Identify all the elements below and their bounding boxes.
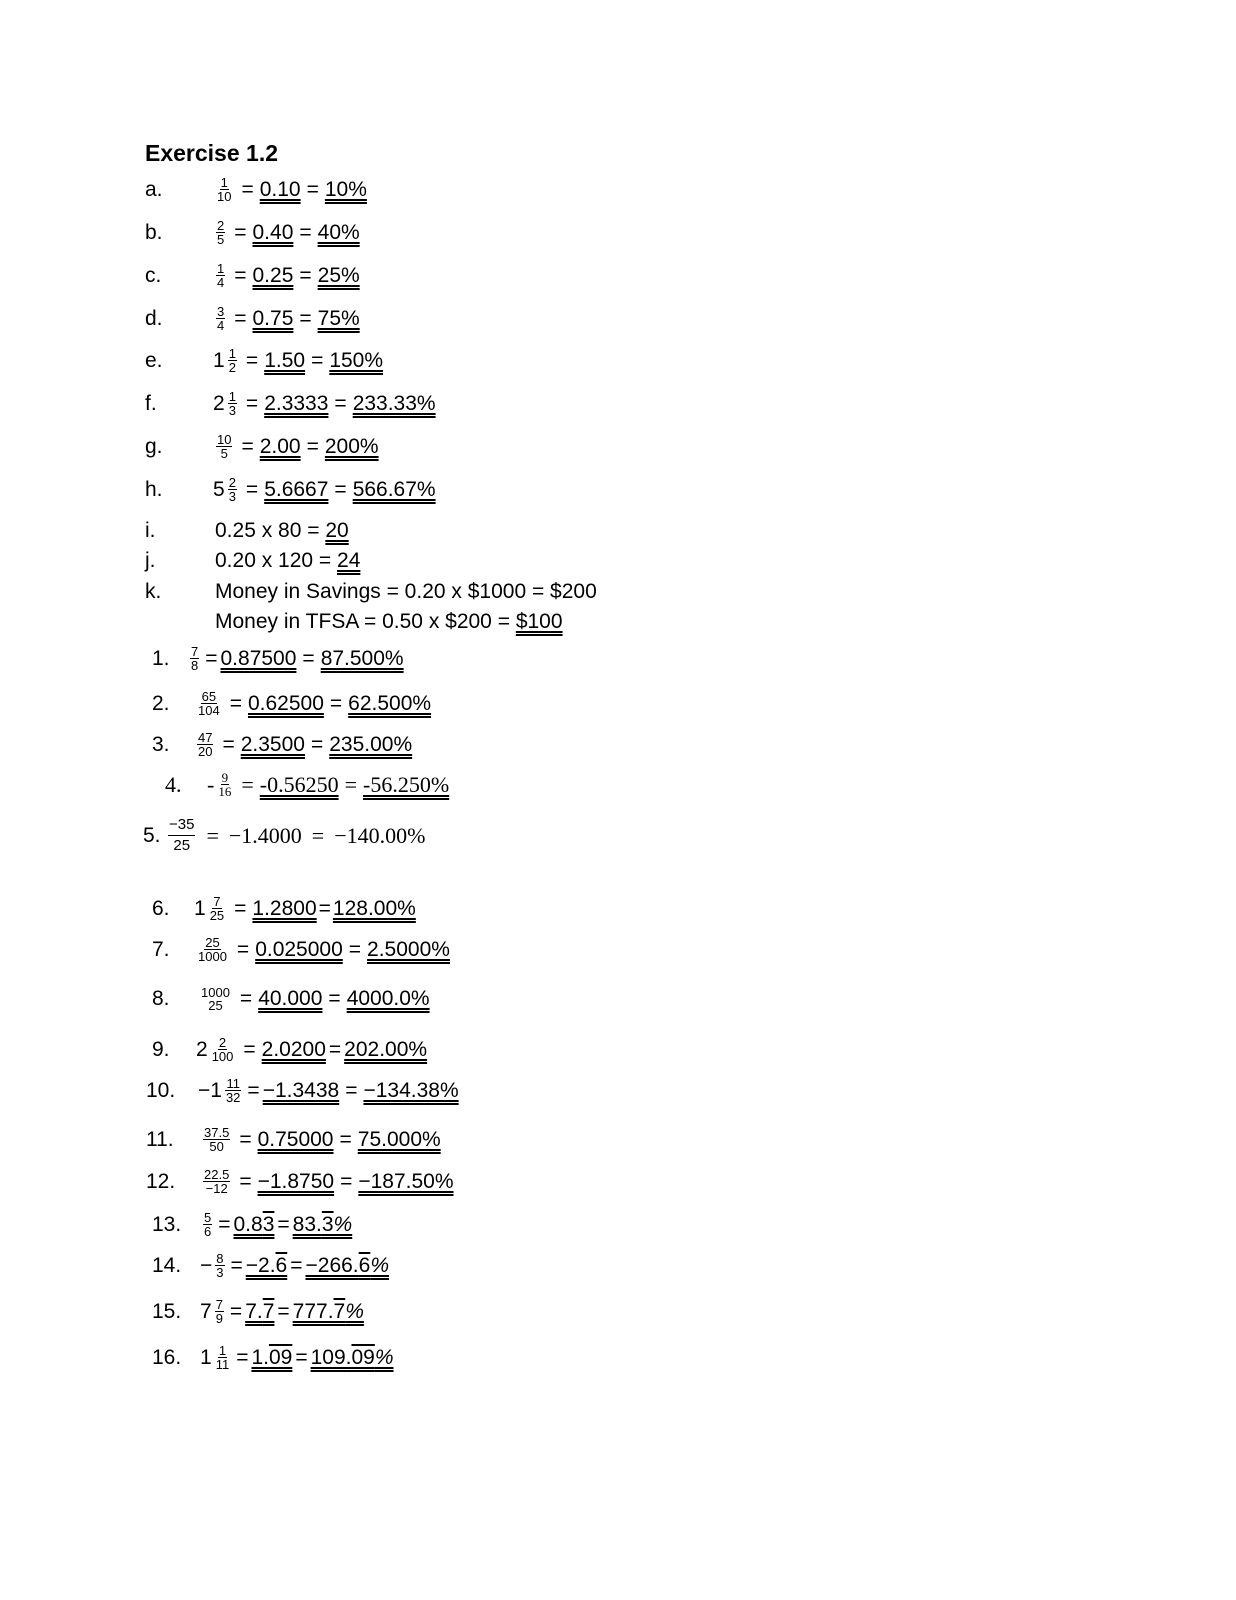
item-label: h. (145, 477, 163, 501)
numerator: 2 (228, 475, 236, 490)
equals-sign: = (290, 1253, 303, 1277)
decimal-answer: 2.3500 (240, 732, 305, 756)
item-label: k. (145, 580, 162, 603)
percent-answer: 10% (324, 177, 367, 201)
item-label: 4. (165, 771, 182, 797)
item-label: i. (145, 519, 156, 542)
numerator: 1 (228, 389, 236, 404)
list-item (152, 1252, 389, 1279)
numerator: 1 (217, 261, 225, 276)
equals-sign: = (234, 220, 247, 244)
repeating-digits: 7 (262, 1299, 275, 1323)
decimal-answer: −1.3438 (262, 1078, 340, 1102)
numerator: 1 (218, 1343, 227, 1358)
denominator: 2 (228, 360, 236, 375)
equals-sign: = (328, 987, 341, 1010)
percent-prefix: 109. (310, 1345, 352, 1369)
item-label: 6. (152, 896, 170, 920)
equals-sign: = (218, 1212, 231, 1236)
fraction (203, 1211, 212, 1238)
percent-answer: 202.00% (344, 1037, 428, 1061)
percent-symbol: % (370, 1253, 390, 1277)
item-label: 14. (152, 1253, 182, 1277)
percent-answer: 4000.0% (346, 987, 430, 1010)
item-label: 7. (152, 937, 170, 961)
numerator: 2 (218, 1035, 227, 1050)
denominator: 25 (208, 998, 223, 1013)
equals-sign: = (306, 177, 319, 201)
denominator: 8 (191, 658, 199, 673)
denominator: 3 (216, 1265, 224, 1280)
list-item (145, 390, 436, 417)
fraction (228, 390, 237, 417)
percent-prefix: 777. (292, 1299, 334, 1323)
equals-sign: = (239, 1169, 252, 1193)
fraction (203, 1126, 230, 1153)
decimal-answer: -0.56250 (259, 771, 339, 797)
decimal-answer: −1.8750 (257, 1169, 335, 1193)
equals-sign: = (311, 822, 325, 848)
fraction (197, 936, 228, 963)
list-item (145, 347, 383, 374)
equals-sign: = (236, 1345, 249, 1369)
list-item (152, 645, 404, 672)
percent-prefix: −266. (305, 1253, 359, 1277)
equals-sign: = (344, 771, 357, 797)
numerator: 7 (215, 1297, 223, 1312)
equals-sign: = (243, 1037, 256, 1061)
decimal-answer: 0.40 (252, 220, 294, 244)
whole-number: 1 (200, 1345, 212, 1369)
equals-sign: = (234, 306, 247, 330)
decimal-prefix: 0.8 (233, 1212, 263, 1236)
equals-sign: = (245, 477, 259, 501)
list-item (145, 549, 360, 573)
equals-sign: = (245, 391, 259, 415)
equals-sign: = (340, 1169, 353, 1193)
percent-symbol: % (345, 1299, 364, 1323)
savings-line: Money in Savings = 0.20 x $1000 = $200 (215, 580, 597, 603)
percent-answer: 200% (324, 434, 379, 458)
fraction (197, 690, 221, 717)
list-item (152, 731, 412, 758)
denominator: 3 (228, 489, 236, 504)
equals-sign: = (277, 1212, 290, 1236)
numerator: 22.5 (204, 1167, 230, 1182)
item-label: 3. (152, 732, 170, 756)
decimal-answer: 2.3333 (264, 391, 329, 415)
fraction (228, 347, 237, 374)
equals-sign: = (295, 1345, 308, 1369)
percent-answer: 62.500% (348, 691, 432, 715)
equals-sign: = (229, 1299, 243, 1323)
list-item (146, 1077, 459, 1104)
equals-sign: = (302, 646, 315, 670)
decimal-answer: 0.10 (259, 177, 301, 201)
equals-sign: = (328, 1037, 342, 1061)
decimal-answer: 0.025000 (255, 937, 343, 961)
list-item (152, 895, 416, 922)
decimal-answer: 0.62500 (247, 691, 324, 715)
equals-sign: = (234, 896, 247, 920)
decimal-answer: 2.00 (259, 434, 301, 458)
equals-sign: = (299, 220, 312, 244)
whole-number: 1 (213, 348, 225, 372)
fraction (200, 986, 231, 1012)
list-item (165, 771, 449, 798)
fraction (215, 1344, 231, 1371)
list-item (152, 986, 430, 1012)
percent-answer (293, 1300, 364, 1324)
denominator: 25 (209, 908, 225, 923)
list-item (152, 690, 431, 717)
item-label: j. (145, 549, 156, 572)
decimal-prefix: 1. (251, 1345, 269, 1369)
equals-sign: = (239, 987, 253, 1010)
denominator: 1000 (198, 949, 227, 964)
fraction (228, 476, 237, 503)
fraction (211, 1036, 235, 1063)
numerator: 9 (221, 770, 229, 785)
equals-sign: = (311, 348, 324, 372)
equals-sign: = (236, 937, 250, 961)
denominator: 20 (198, 744, 213, 759)
equals-sign: = (348, 937, 362, 961)
item-label: 16. (152, 1345, 182, 1369)
equals-sign: = (205, 646, 218, 670)
percent-answer (306, 1254, 390, 1278)
denominator: 9 (215, 1311, 223, 1326)
numerator: 8 (216, 1251, 224, 1266)
repeating-digits: 3 (262, 1212, 275, 1236)
decimal-answer: 40.000 (258, 987, 323, 1010)
denominator: 50 (209, 1139, 224, 1154)
fraction (216, 219, 225, 246)
equals-sign: = (206, 822, 219, 848)
equals-sign: = (239, 1127, 252, 1151)
denominator: 3 (228, 403, 236, 418)
list-item (145, 305, 360, 332)
numerator: 65 (201, 689, 217, 704)
item-label: e. (145, 348, 163, 372)
item-label: f. (145, 391, 157, 415)
item-label: 5. (143, 823, 161, 847)
denominator: 5 (217, 232, 225, 247)
whole-number: 1 (194, 896, 206, 920)
whole-number: 1 (210, 1078, 222, 1102)
numerator: 7 (213, 894, 221, 909)
decimal-answer: 0.75000 (257, 1127, 334, 1151)
fraction (216, 305, 225, 332)
fraction (215, 1298, 224, 1325)
equals-sign: = (230, 1253, 243, 1277)
percent-prefix: 83. (292, 1212, 322, 1236)
product-expression: 0.25 x 80 = (215, 519, 320, 542)
item-label: 12. (146, 1169, 176, 1193)
equals-sign: = (329, 691, 343, 715)
decimal-answer (245, 1300, 274, 1324)
equals-sign: = (247, 1078, 260, 1102)
denominator: 11 (215, 1357, 230, 1372)
list-item (152, 1298, 364, 1325)
denominator: 4 (217, 318, 225, 333)
numerator: 1000 (201, 985, 230, 1000)
fraction (217, 771, 232, 798)
tfsa-expression: Money in TFSA = 0.50 x $200 = (215, 610, 510, 633)
sign: − (198, 1078, 211, 1102)
equals-sign: = (334, 477, 347, 501)
equals-sign: = (318, 896, 331, 920)
percent-answer: 566.67% (352, 477, 436, 501)
decimal-answer (234, 1213, 275, 1237)
list-item (145, 519, 349, 543)
numerator: 37.5 (204, 1125, 230, 1140)
item-label: 15. (152, 1299, 182, 1323)
list-item (143, 815, 425, 856)
fraction (216, 433, 232, 460)
whole-number: 2 (196, 1037, 208, 1061)
percent-answer: 128.00% (332, 896, 416, 920)
fraction (168, 815, 195, 856)
equals-sign: = (277, 1299, 290, 1323)
decimal-answer: 5.6667 (264, 477, 329, 501)
product-expression: 0.20 x 120 = (215, 549, 332, 572)
decimal-answer: 0.25 (252, 263, 294, 287)
repeating-digits: 6 (358, 1253, 371, 1277)
repeating-digits: 7 (333, 1299, 346, 1323)
list-item (145, 433, 379, 460)
denominator: 104 (198, 703, 220, 718)
percent-answer: 150% (329, 348, 384, 372)
denominator: 100 (211, 1049, 234, 1064)
equals-sign: = (229, 691, 242, 715)
whole-number: 5 (213, 477, 225, 501)
fraction (203, 1168, 230, 1195)
fraction (216, 262, 225, 289)
numerator: −35 (168, 815, 195, 836)
product-answer: 24 (337, 549, 361, 572)
decimal-prefix: −2. (245, 1253, 276, 1277)
item-label: a. (145, 177, 163, 201)
numerator: 2 (217, 218, 225, 233)
fraction (209, 895, 225, 922)
denominator: 16 (218, 784, 232, 799)
equals-sign: = (222, 732, 235, 756)
equals-sign: = (299, 263, 312, 287)
percent-answer: 87.500% (320, 646, 404, 670)
list-item (145, 219, 360, 246)
repeating-digits: 09 (268, 1345, 293, 1369)
list-item (145, 476, 436, 503)
fraction (190, 645, 199, 672)
whole-number: 2 (213, 391, 225, 415)
repeating-digits: 09 (351, 1345, 375, 1369)
equals-sign: = (310, 732, 324, 756)
percent-answer: 2.5000% (367, 937, 450, 961)
product-answer: 20 (325, 519, 349, 542)
numerator: 5 (204, 1210, 212, 1225)
sign: − (200, 1253, 213, 1277)
equals-sign: = (334, 391, 347, 415)
item-label: 10. (146, 1078, 176, 1102)
decimal-answer: 1.2800 (252, 896, 317, 920)
decimal-answer (251, 1346, 292, 1370)
numerator: 7 (191, 644, 199, 659)
decimal-answer: 1.50 (264, 348, 306, 372)
item-label: b. (145, 220, 163, 244)
percent-answer: −187.50% (358, 1169, 454, 1193)
numerator: 1 (220, 175, 228, 190)
sign: - (207, 771, 215, 797)
item-label: 11. (146, 1127, 174, 1151)
repeating-digits: 3 (321, 1212, 334, 1236)
fraction (216, 176, 232, 203)
item-label: 9. (152, 1037, 170, 1061)
decimal-prefix: 7. (245, 1299, 263, 1323)
numerator: 3 (217, 304, 225, 319)
decimal-answer (246, 1254, 287, 1278)
item-label: c. (145, 263, 162, 287)
percent-answer: 25% (317, 263, 360, 287)
percent-answer: −134.38% (363, 1078, 459, 1102)
decimal-answer: 0.75 (252, 306, 294, 330)
denominator: 4 (217, 275, 225, 290)
item-label: g. (145, 434, 163, 458)
percent-symbol: % (333, 1212, 353, 1236)
numerator: 47 (198, 730, 213, 745)
equals-sign: = (345, 1078, 358, 1102)
denominator: 6 (204, 1224, 212, 1239)
percent-answer: −140.00% (334, 822, 426, 848)
equals-sign: = (241, 177, 254, 201)
item-label: 1. (152, 646, 170, 670)
fraction (197, 731, 213, 758)
list-item (152, 936, 450, 963)
denominator: 25 (173, 837, 191, 854)
list-item (152, 1344, 394, 1371)
numerator: 25 (205, 935, 220, 950)
equals-sign: = (339, 1127, 352, 1151)
repeating-digits: 6 (275, 1253, 288, 1277)
whole-number: 7 (200, 1299, 212, 1323)
percent-answer (293, 1213, 353, 1237)
item-label: 13. (152, 1212, 182, 1236)
list-item (146, 1168, 454, 1195)
list-item (152, 1211, 352, 1238)
fraction (215, 1252, 224, 1279)
denominator: 32 (225, 1090, 241, 1105)
item-label: 8. (152, 987, 170, 1010)
equals-sign: = (241, 434, 254, 458)
fraction (225, 1077, 241, 1104)
denominator: 5 (220, 446, 228, 461)
equals-sign: = (241, 771, 254, 797)
numerator: 1 (228, 346, 236, 361)
percent-answer: 233.33% (352, 391, 436, 415)
exercise-title: Exercise 1.2 (145, 140, 279, 166)
list-item (146, 1126, 441, 1153)
percent-answer: 75.000% (357, 1127, 441, 1151)
decimal-answer: −1.4000 (228, 822, 302, 848)
equals-sign: = (306, 434, 319, 458)
list-item (152, 1036, 427, 1063)
decimal-answer: 0.87500 (220, 646, 297, 670)
equals-sign: = (245, 348, 259, 372)
numerator: 10 (217, 432, 232, 447)
item-label: d. (145, 306, 163, 330)
percent-answer: -56.250% (363, 771, 450, 797)
percent-answer: 235.00% (329, 732, 413, 756)
denominator: −12 (205, 1181, 228, 1196)
list-item (215, 610, 563, 634)
list-item (145, 262, 360, 289)
denominator: 10 (217, 189, 232, 204)
list-item (145, 580, 597, 604)
equals-sign: = (234, 263, 247, 287)
percent-symbol: % (374, 1345, 394, 1369)
equals-sign: = (299, 306, 312, 330)
list-item (145, 176, 367, 203)
percent-answer: 75% (317, 306, 360, 330)
item-label: 2. (152, 691, 170, 715)
numerator: 11 (226, 1076, 240, 1091)
percent-answer (311, 1346, 394, 1370)
decimal-answer: 2.0200 (261, 1037, 326, 1061)
tfsa-answer: $100 (515, 610, 563, 633)
percent-answer: 40% (317, 220, 360, 244)
